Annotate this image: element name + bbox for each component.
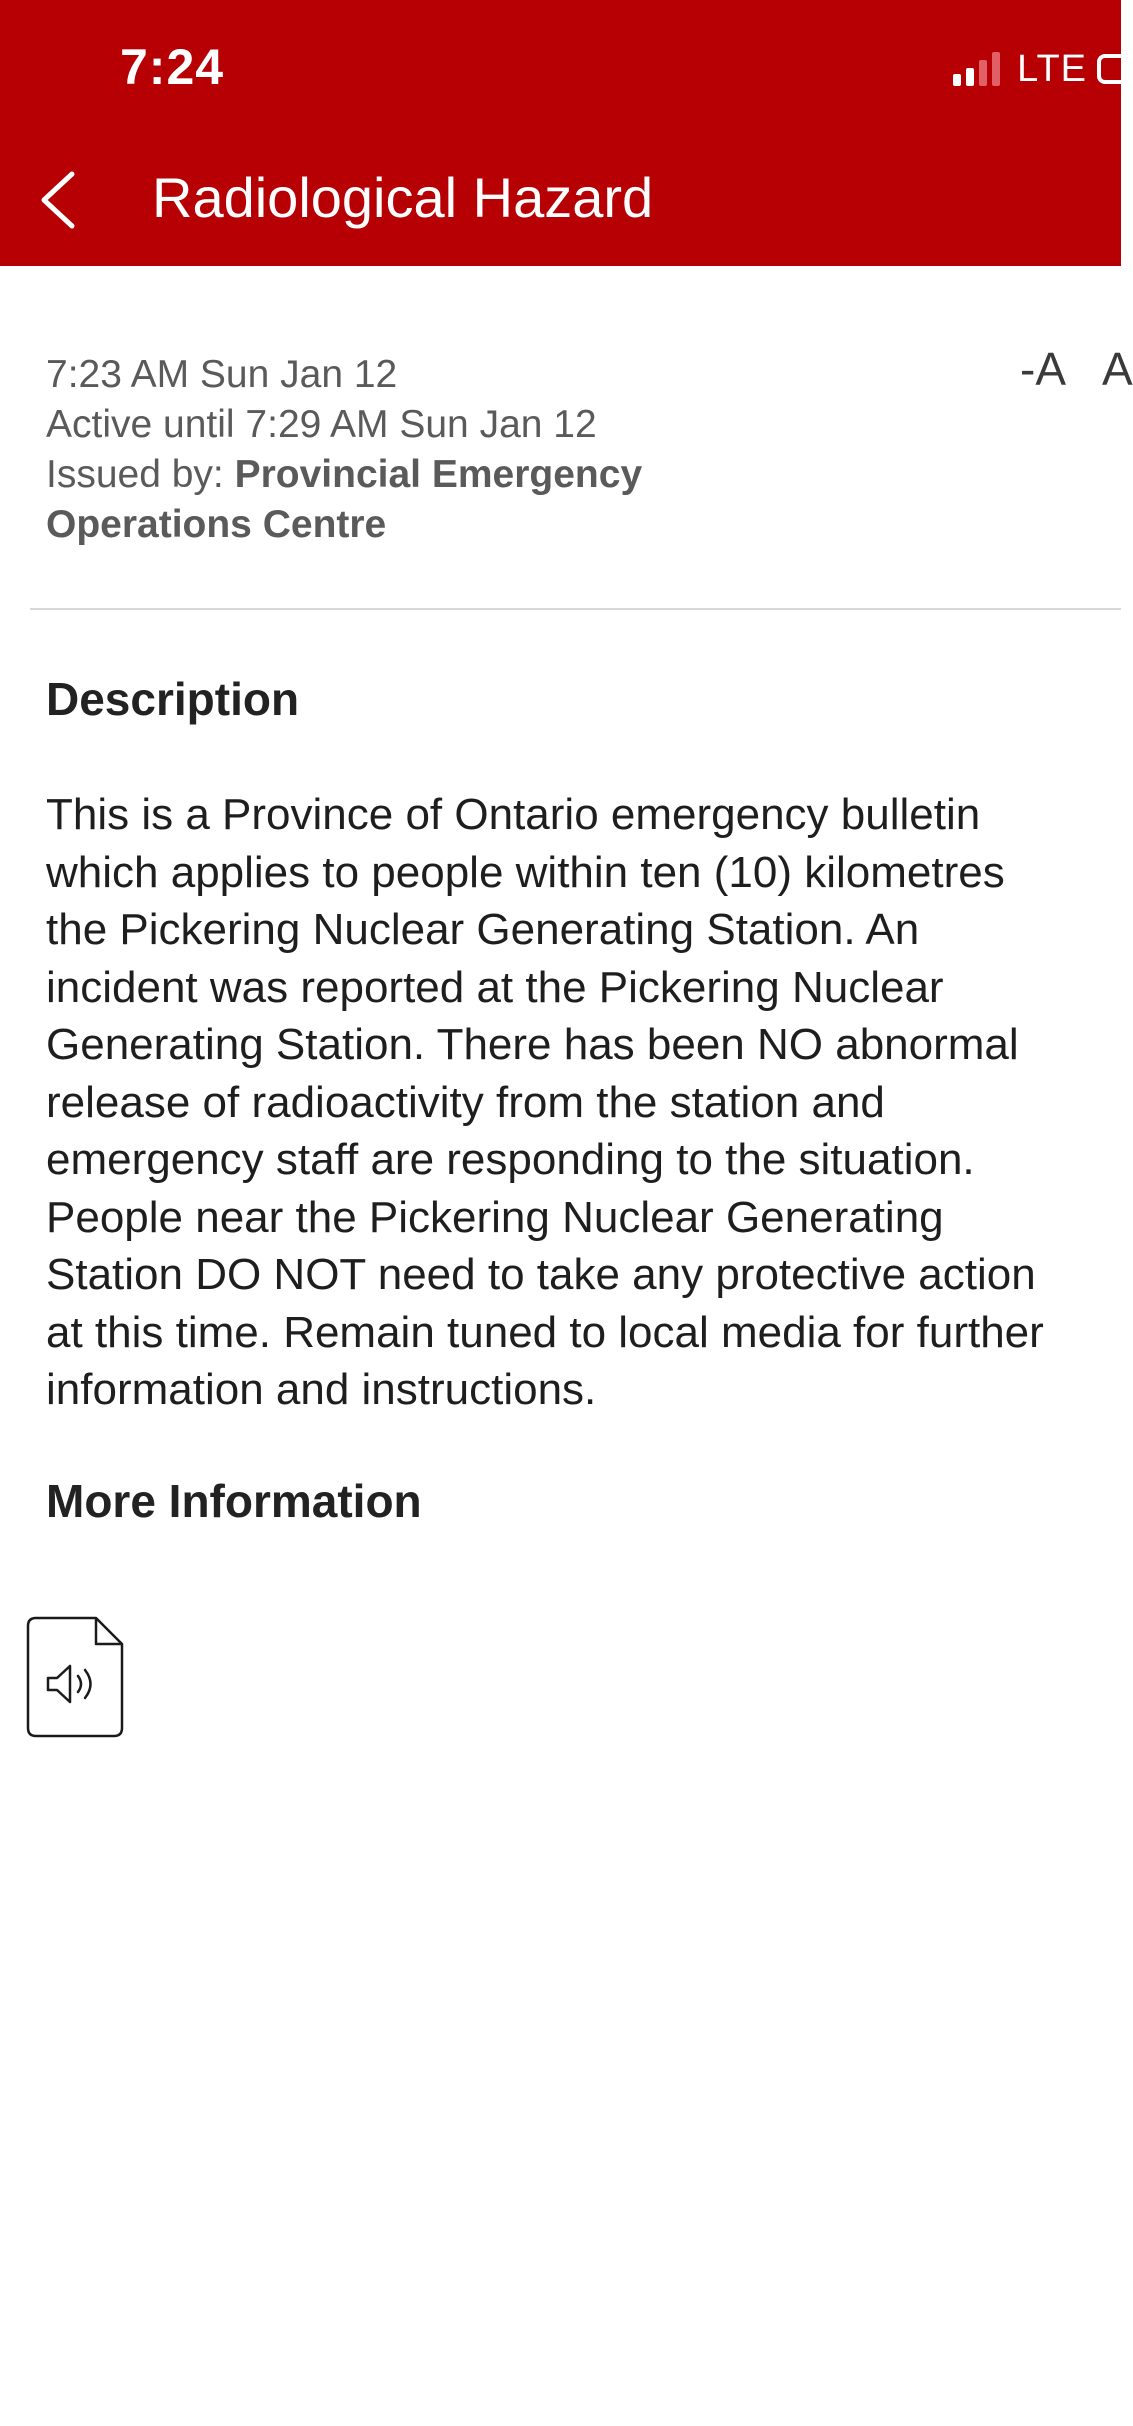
description-line: incident was reported at the Pickering Nuclear — [46, 962, 944, 1012]
description-line: information and instructions. — [46, 1365, 597, 1414]
page-title: Radiological Hazard — [152, 166, 654, 229]
description-line: release of radioactivity from the station and — [46, 1077, 885, 1127]
font-size-controls — [1020, 342, 1133, 396]
battery-icon — [1097, 54, 1121, 84]
description-line: which applies to people within ten (10) kilometres — [46, 847, 1005, 897]
description-line: Station DO NOT need to take any protective action — [46, 1250, 1036, 1299]
decrease-font-button[interactable]: -A — [1020, 343, 1066, 395]
issuer-name-line-2: Operations Centre — [46, 503, 387, 546]
description-body — [46, 786, 1121, 1419]
issued-time: 7:23 AM Sun Jan 12 — [46, 353, 398, 396]
alert-meta — [46, 350, 746, 550]
description-line: This is a Province of Ontario emergency bulletin — [46, 790, 981, 839]
increase-font-button[interactable]: A — [1102, 343, 1133, 395]
audio-file-icon — [26, 1616, 124, 1738]
issued-by — [46, 450, 746, 500]
description-line: emergency staff are responding to the situation. — [46, 1135, 975, 1184]
status-bar-time: 7:24 — [120, 39, 225, 95]
description-line: the Pickering Nuclear Generating Station. An — [46, 905, 920, 954]
divider — [30, 608, 1121, 610]
active-until: Active until 7:29 AM Sun Jan 12 — [46, 403, 597, 446]
chevron-left-icon — [30, 160, 90, 240]
description-line: People near the Pickering Nuclear Generating — [46, 1192, 944, 1242]
issuer-name-line-1: Provincial Emergency — [234, 453, 643, 496]
audio-attachment-button[interactable] — [26, 1616, 124, 1738]
description-line: at this time. Remain tuned to local media for further — [46, 1307, 1044, 1357]
status-bar-indicators — [953, 42, 1121, 96]
description-line: Generating Station. There has been NO abnormal — [46, 1020, 1019, 1069]
back-button[interactable] — [30, 160, 90, 240]
description-heading: Description — [46, 673, 300, 725]
network-type-label: LTE — [1017, 47, 1087, 90]
issued-by-label: Issued by: — [46, 453, 235, 496]
app-header — [0, 0, 1121, 266]
more-information-heading: More Information — [46, 1475, 422, 1527]
cellular-signal-icon — [953, 52, 1005, 86]
